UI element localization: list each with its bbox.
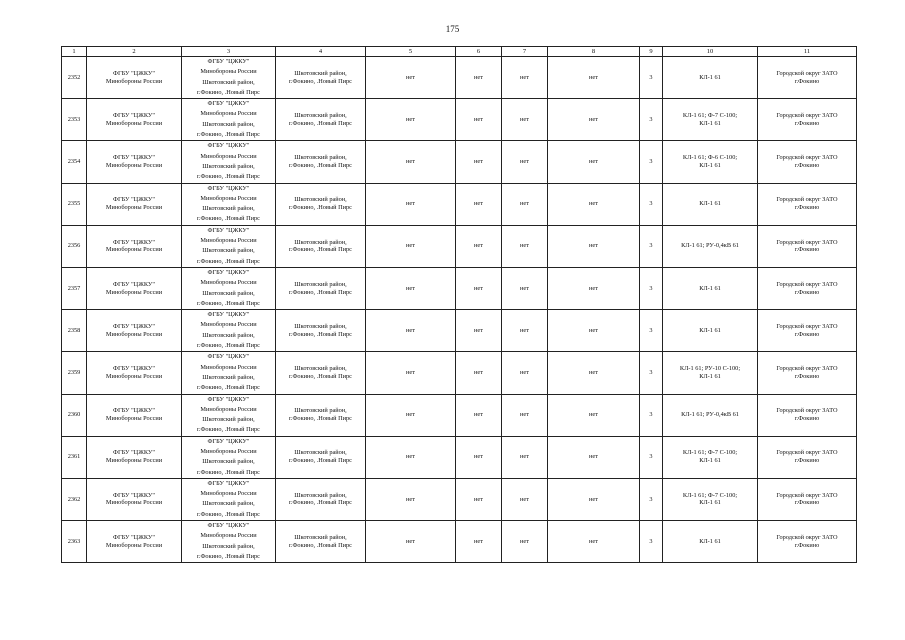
address-cell-line: г.Фокино, .Новый Пирс [289,246,352,254]
municipality-cell-line: Городской округ ЗАТО [776,407,838,415]
col9-cell: 3 [640,183,663,225]
holder-cell-line: г.Фокино, .Новый Пирс [197,257,260,265]
column-header: 2 [87,47,182,57]
col8-cell: нет [548,267,640,309]
col8-cell: нет [548,183,640,225]
table-row [62,521,857,563]
row-number: 2362 [62,478,87,520]
address-cell-line: Шкотовский район, [294,322,347,330]
holder-cell [182,267,276,309]
object-cell-line: КЛ-1 61; Ф-6 С-100; [682,154,738,162]
object-cell-line: КЛ-1 61 [699,537,721,545]
col9-cell: 3 [640,352,663,394]
col5-cell: нет [366,352,456,394]
holder-cell-line: Минобороны России [200,68,257,76]
holder-cell [182,310,276,352]
col8-cell: нет [548,436,640,478]
col8-cell: нет [548,57,640,99]
col5-cell: нет [366,57,456,99]
column-header: 9 [640,47,663,57]
owner-cell [87,478,182,520]
holder-cell-line: Минобороны России [200,279,257,287]
row-number: 2355 [62,183,87,225]
address-cell-line: г.Фокино, .Новый Пирс [289,288,352,296]
object-cell-line: КЛ-1 61 [699,200,721,208]
holder-cell [182,352,276,394]
row-number: 2359 [62,352,87,394]
municipality-cell-line: Городской округ ЗАТО [776,154,838,162]
owner-cell-line: ФГБУ "ЦЖКУ" [113,238,155,246]
holder-cell-line: Шкотовский район, [202,120,255,128]
holder-cell-line: г.Фокино, .Новый Пирс [197,173,260,181]
municipality-cell-line: Городской округ ЗАТО [776,111,838,119]
owner-cell [87,521,182,563]
object-cell [663,310,758,352]
col7-cell: нет [502,57,548,99]
col6-cell: нет [456,183,502,225]
header-row [62,47,857,57]
owner-cell-line: Минобороны России [105,77,163,85]
holder-cell-line: ФГБУ "ЦЖКУ" [207,437,250,445]
holder-cell-line: Минобороны России [200,237,257,245]
holder-cell-line: Шкотовский район, [202,458,255,466]
col7-cell: нет [502,394,548,436]
col8-cell: нет [548,310,640,352]
owner-cell-line: ФГБУ "ЦЖКУ" [113,111,155,119]
col9-cell: 3 [640,99,663,141]
col9-cell: 3 [640,478,663,520]
object-cell-line: КЛ-1 61 [699,284,721,292]
holder-cell-line: ФГБУ "ЦЖКУ" [207,522,250,530]
holder-cell-line: Минобороны России [200,532,257,540]
municipality-cell-line: г.Фокино [794,541,820,549]
holder-cell-line: г.Фокино, .Новый Пирс [197,131,260,139]
municipality-cell [758,352,857,394]
holder-cell [182,225,276,267]
col5-cell: нет [366,436,456,478]
owner-cell-line: ФГБУ "ЦЖКУ" [113,533,155,541]
holder-cell-line: Шкотовский район, [202,162,255,170]
registry-table [61,46,857,563]
row-number: 2353 [62,99,87,141]
owner-cell-line: Минобороны России [105,541,163,549]
holder-cell [182,478,276,520]
table-row [62,57,857,99]
col5-cell: нет [366,99,456,141]
address-cell-line: Шкотовский район, [294,280,347,288]
municipality-cell-line: Городской округ ЗАТО [776,69,838,77]
col5-cell: нет [366,310,456,352]
address-cell [276,310,366,352]
col9-cell: 3 [640,225,663,267]
table-row [62,310,857,352]
holder-cell-line: ФГБУ "ЦЖКУ" [207,184,250,192]
holder-cell [182,183,276,225]
column-header: 7 [502,47,548,57]
holder-cell-line: г.Фокино, .Новый Пирс [197,88,260,96]
address-cell [276,267,366,309]
address-cell [276,352,366,394]
col5-cell: нет [366,141,456,183]
row-number: 2361 [62,436,87,478]
col6-cell: нет [456,141,502,183]
address-cell [276,436,366,478]
col7-cell: нет [502,352,548,394]
municipality-cell-line: Городской округ ЗАТО [776,491,838,499]
col5-cell: нет [366,183,456,225]
col6-cell: нет [456,436,502,478]
object-cell [663,57,758,99]
holder-cell-line: Шкотовский район, [202,373,255,381]
municipality-cell-line: Городской округ ЗАТО [776,449,838,457]
owner-cell-line: Минобороны России [105,161,163,169]
table-row [62,141,857,183]
column-header: 1 [62,47,87,57]
row-number: 2357 [62,267,87,309]
holder-cell-line: Шкотовский район, [202,416,255,424]
municipality-cell-line: г.Фокино [794,204,820,212]
municipality-cell-line: Городской округ ЗАТО [776,365,838,373]
object-cell-line: КЛ-1 61 [699,372,721,380]
col8-cell: нет [548,141,640,183]
address-cell [276,57,366,99]
municipality-cell [758,310,857,352]
owner-cell-line: ФГБУ "ЦЖКУ" [113,491,155,499]
col7-cell: нет [502,521,548,563]
holder-cell-line: Шкотовский район, [202,542,255,550]
object-cell [663,267,758,309]
holder-cell-line: ФГБУ "ЦЖКУ" [207,479,250,487]
col5-cell: нет [366,394,456,436]
holder-cell-line: ФГБУ "ЦЖКУ" [207,100,250,108]
row-number: 2363 [62,521,87,563]
address-cell-line: Шкотовский район, [294,154,347,162]
table-row [62,99,857,141]
owner-cell-line: Минобороны России [105,119,163,127]
col8-cell: нет [548,521,640,563]
holder-cell-line: Минобороны России [200,110,257,118]
col7-cell: нет [502,436,548,478]
holder-cell-line: ФГБУ "ЦЖКУ" [207,58,250,65]
column-header: 11 [758,47,857,57]
address-cell-line: г.Фокино, .Новый Пирс [289,415,352,423]
municipality-cell [758,267,857,309]
owner-cell [87,183,182,225]
municipality-cell-line: г.Фокино [794,119,820,127]
holder-cell-line: ФГБУ "ЦЖКУ" [207,353,250,361]
address-cell-line: г.Фокино, .Новый Пирс [289,204,352,212]
col5-cell: нет [366,267,456,309]
table-row [62,478,857,520]
owner-cell-line: ФГБУ "ЦЖКУ" [113,449,155,457]
holder-cell-line: Шкотовский район, [202,247,255,255]
col7-cell: нет [502,478,548,520]
address-cell [276,521,366,563]
col6-cell: нет [456,225,502,267]
municipality-cell-line: Городской округ ЗАТО [776,196,838,204]
holder-cell-line: Минобороны России [200,447,257,455]
holder-cell-line: г.Фокино, .Новый Пирс [197,468,260,476]
column-header: 3 [182,47,276,57]
col6-cell: нет [456,99,502,141]
municipality-cell [758,183,857,225]
object-cell [663,183,758,225]
owner-cell [87,141,182,183]
holder-cell-line: Шкотовский район, [202,331,255,339]
address-cell-line: г.Фокино, .Новый Пирс [289,372,352,380]
object-cell-line: КЛ-1 61 [699,119,721,127]
holder-cell-line: Шкотовский район, [202,78,255,86]
col9-cell: 3 [640,521,663,563]
address-cell [276,394,366,436]
municipality-cell-line: г.Фокино [794,288,820,296]
row-number: 2354 [62,141,87,183]
holder-cell-line: ФГБУ "ЦЖКУ" [207,226,250,234]
col8-cell: нет [548,99,640,141]
municipality-cell-line: Городской округ ЗАТО [776,322,838,330]
row-number: 2352 [62,57,87,99]
col8-cell: нет [548,478,640,520]
holder-cell-line: г.Фокино, .Новый Пирс [197,299,260,307]
address-cell-line: г.Фокино, .Новый Пирс [289,457,352,465]
municipality-cell-line: г.Фокино [794,499,820,507]
address-cell-line: Шкотовский район, [294,196,347,204]
col7-cell: нет [502,183,548,225]
object-cell-line: КЛ-1 61; РУ-0,4кВ 61 [681,242,739,250]
col6-cell: нет [456,57,502,99]
address-cell-line: г.Фокино, .Новый Пирс [289,77,352,85]
column-header: 5 [366,47,456,57]
holder-cell-line: г.Фокино, .Новый Пирс [197,510,260,518]
holder-cell-line: г.Фокино, .Новый Пирс [197,215,260,223]
col9-cell: 3 [640,57,663,99]
address-cell-line: г.Фокино, .Новый Пирс [289,541,352,549]
col6-cell: нет [456,310,502,352]
owner-cell-line: ФГБУ "ЦЖКУ" [113,280,155,288]
holder-cell-line: ФГБУ "ЦЖКУ" [207,142,250,150]
municipality-cell-line: Городской округ ЗАТО [776,533,838,541]
table-row [62,436,857,478]
object-cell-line: КЛ-1 61 [699,161,721,169]
address-cell-line: Шкотовский район, [294,365,347,373]
object-cell-line: КЛ-1 61; РУ-10 С-100; [679,365,741,373]
municipality-cell [758,141,857,183]
holder-cell-line: Минобороны России [200,194,257,202]
municipality-cell-line: г.Фокино [794,161,820,169]
address-cell-line: г.Фокино, .Новый Пирс [289,330,352,338]
municipality-cell-line: Городской округ ЗАТО [776,280,838,288]
municipality-cell [758,521,857,563]
holder-cell-line: Минобороны России [200,363,257,371]
owner-cell [87,352,182,394]
object-cell [663,521,758,563]
holder-cell [182,521,276,563]
holder-cell-line: г.Фокино, .Новый Пирс [197,552,260,560]
owner-cell-line: Минобороны России [105,204,163,212]
holder-cell-line: ФГБУ "ЦЖКУ" [207,268,250,276]
holder-cell-line: Минобороны России [200,321,257,329]
col6-cell: нет [456,521,502,563]
object-cell-line: КЛ-1 61 [699,73,721,81]
holder-cell [182,436,276,478]
address-cell [276,183,366,225]
holder-cell-line: г.Фокино, .Новый Пирс [197,342,260,350]
owner-cell [87,310,182,352]
municipality-cell-line: г.Фокино [794,372,820,380]
holder-cell-line: Шкотовский район, [202,205,255,213]
owner-cell-line: Минобороны России [105,499,163,507]
col7-cell: нет [502,310,548,352]
address-cell-line: Шкотовский район, [294,69,347,77]
col6-cell: нет [456,478,502,520]
object-cell [663,225,758,267]
col9-cell: 3 [640,394,663,436]
col5-cell: нет [366,225,456,267]
col6-cell: нет [456,352,502,394]
col7-cell: нет [502,225,548,267]
object-cell-line: КЛ-1 61; Ф-7 С-100; [682,491,738,499]
address-cell [276,225,366,267]
table-row [62,352,857,394]
row-number: 2358 [62,310,87,352]
holder-cell [182,394,276,436]
address-cell-line: Шкотовский район, [294,238,347,246]
object-cell-line: КЛ-1 61; РУ-0,4кВ 61 [681,411,739,419]
table-row [62,267,857,309]
municipality-cell-line: г.Фокино [794,457,820,465]
municipality-cell-line: г.Фокино [794,330,820,338]
address-cell-line: г.Фокино, .Новый Пирс [289,119,352,127]
holder-cell-line: г.Фокино, .Новый Пирс [197,426,260,434]
col7-cell: нет [502,141,548,183]
holder-cell-line: Шкотовский район, [202,289,255,297]
owner-cell [87,267,182,309]
owner-cell-line: Минобороны России [105,415,163,423]
municipality-cell-line: г.Фокино [794,415,820,423]
col8-cell: нет [548,394,640,436]
owner-cell-line: Минобороны России [105,288,163,296]
table-row [62,225,857,267]
owner-cell-line: Минобороны России [105,246,163,254]
object-cell-line: КЛ-1 61; Ф-7 С-100; [682,449,738,457]
col7-cell: нет [502,99,548,141]
address-cell [276,141,366,183]
holder-cell [182,141,276,183]
col9-cell: 3 [640,436,663,478]
holder-cell-line: Минобороны России [200,490,257,498]
col8-cell: нет [548,225,640,267]
municipality-cell [758,225,857,267]
address-cell-line: Шкотовский район, [294,407,347,415]
object-cell [663,478,758,520]
address-cell [276,478,366,520]
municipality-cell [758,99,857,141]
object-cell-line: КЛ-1 61; Ф-7 С-100; [682,111,738,119]
address-cell-line: Шкотовский район, [294,449,347,457]
column-header: 4 [276,47,366,57]
col7-cell: нет [502,267,548,309]
col9-cell: 3 [640,310,663,352]
municipality-cell [758,394,857,436]
column-header: 6 [456,47,502,57]
owner-cell-line: Минобороны России [105,372,163,380]
column-header: 10 [663,47,758,57]
owner-cell-line: ФГБУ "ЦЖКУ" [113,196,155,204]
holder-cell-line: ФГБУ "ЦЖКУ" [207,311,250,319]
row-number: 2360 [62,394,87,436]
owner-cell-line: ФГБУ "ЦЖКУ" [113,407,155,415]
address-cell [276,99,366,141]
object-cell-line: КЛ-1 61 [699,457,721,465]
row-number: 2356 [62,225,87,267]
owner-cell [87,99,182,141]
col8-cell: нет [548,352,640,394]
address-cell-line: г.Фокино, .Новый Пирс [289,499,352,507]
col6-cell: нет [456,267,502,309]
owner-cell [87,57,182,99]
object-cell [663,141,758,183]
municipality-cell [758,57,857,99]
address-cell-line: г.Фокино, .Новый Пирс [289,161,352,169]
object-cell [663,394,758,436]
object-cell [663,436,758,478]
holder-cell-line: Шкотовский район, [202,500,255,508]
holder-cell [182,57,276,99]
holder-cell-line: г.Фокино, .Новый Пирс [197,384,260,392]
owner-cell [87,394,182,436]
col9-cell: 3 [640,267,663,309]
address-cell-line: Шкотовский район, [294,111,347,119]
owner-cell-line: ФГБУ "ЦЖКУ" [113,69,155,77]
owner-cell [87,225,182,267]
object-cell-line: КЛ-1 61 [699,326,721,334]
owner-cell-line: ФГБУ "ЦЖКУ" [113,154,155,162]
holder-cell-line: Минобороны России [200,152,257,160]
municipality-cell-line: г.Фокино [794,246,820,254]
owner-cell-line: Минобороны России [105,330,163,338]
col6-cell: нет [456,394,502,436]
owner-cell-line: Минобороны России [105,457,163,465]
address-cell-line: Шкотовский район, [294,491,347,499]
col5-cell: нет [366,478,456,520]
col9-cell: 3 [640,141,663,183]
col5-cell: нет [366,521,456,563]
object-cell [663,99,758,141]
page-number: 175 [445,24,460,34]
address-cell-line: Шкотовский район, [294,533,347,541]
object-cell-line: КЛ-1 61 [699,499,721,507]
municipality-cell-line: г.Фокино [794,77,820,85]
table-row [62,394,857,436]
municipality-cell [758,436,857,478]
column-header: 8 [548,47,640,57]
holder-cell [182,99,276,141]
municipality-cell [758,478,857,520]
owner-cell [87,436,182,478]
holder-cell-line: ФГБУ "ЦЖКУ" [207,395,250,403]
holder-cell-line: Минобороны России [200,405,257,413]
object-cell [663,352,758,394]
table-row [62,183,857,225]
owner-cell-line: ФГБУ "ЦЖКУ" [113,365,155,373]
owner-cell-line: ФГБУ "ЦЖКУ" [113,322,155,330]
municipality-cell-line: Городской округ ЗАТО [776,238,838,246]
